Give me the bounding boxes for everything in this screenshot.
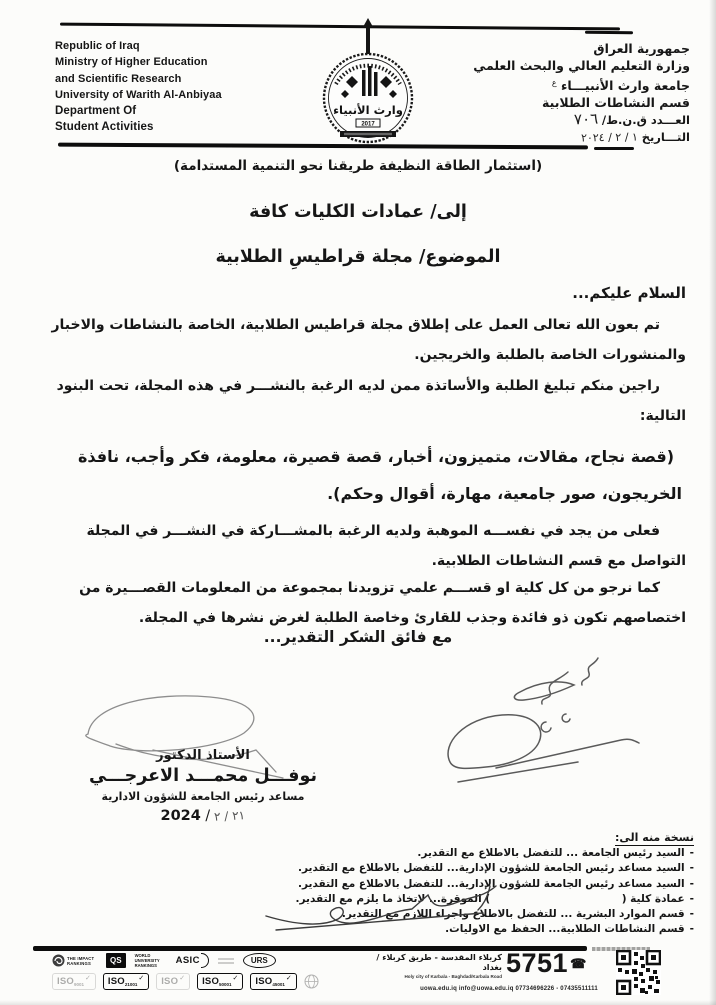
header-ar-line: جامعة وارث الأنبيـــاء $^ع$ <box>551 78 690 94</box>
distribution-item: -السيد رئيس الجامعة ... للتفضل بالاطلاع مع التقدير. <box>417 847 694 859</box>
footer-divider-line <box>33 946 587 951</box>
emblem-arabic-name: وارث الأنبياء <box>333 103 403 117</box>
paragraph-3: فعلى من يجد في نفســـه الموهبة ولديه الرغبة بالمشـــاركة في النشـــر في المجلة التواصل مع قسم النشاطات الطلابية. <box>86 523 686 569</box>
header-ar-line: قسم النشاطات الطلابية <box>542 95 690 111</box>
header-english-block <box>55 38 222 136</box>
header-en-line: Republic of Iraq <box>55 40 140 52</box>
asic-logo: ASIC <box>176 953 209 968</box>
address-arabic: كربلاء المقدسة - طريق كربلاء / بغداد <box>376 952 502 972</box>
paragraph-2: راجين منكم تبليغ الطلبة والأساتذة ممن لديه الرغبة بالنشـــر في هذه المجلة، تحت البنود التالية: <box>56 378 686 424</box>
signatory-name: نوفـــل محمـــد الاعرجـــي <box>88 766 318 786</box>
header-en-line: Ministry of Higher Education <box>55 56 208 69</box>
number-prefix: ق.ن.ط/ <box>601 113 647 128</box>
short-phone-number: 5751 ☎ <box>506 948 587 978</box>
impact-rankings-icon <box>52 954 65 967</box>
number-value-handwritten: ٧٠٦ <box>573 109 599 129</box>
phone-receiver-icon: ☎ <box>570 955 587 971</box>
handwritten-signature-over-list <box>248 880 513 942</box>
header-arabic-block <box>473 40 690 146</box>
emblem-year: 2017 <box>361 121 375 128</box>
categories-list-line: (قصة نجاح، مقالات، متميزون، أخبار، قصة قصيرة، معلومة، فكر وأجب، نافذة الخريجون، صور جامعية، مهارة، أقوال وحكم). <box>77 447 682 503</box>
header-en-line: and Scientific Research <box>55 72 182 85</box>
impact-rankings-label: THE IMPACT RANKINGS <box>67 955 95 966</box>
scan-edge-shadow-bottom <box>0 1000 716 1005</box>
signature-date-separator: / <box>205 808 211 824</box>
iso-badge: ISO 50001 ✓ <box>197 973 243 990</box>
header-divider-segment <box>594 147 634 150</box>
to-line: إلى/ عمادات الكليات كافة <box>249 202 467 222</box>
distribution-heading: نسخة منه الى: <box>615 831 694 844</box>
date-label: التـــاريخ <box>641 130 690 145</box>
distribution-item: -السيد مساعد رئيس الجامعة للشؤون الإدارية... للتفضل بالاطلاع مع التقدير. <box>298 862 694 875</box>
closing-line: مع فائق الشكر التقدير... <box>263 628 453 646</box>
globe-icon <box>304 974 319 989</box>
paragraph-4: كما نرجو من كل كلية او قســـم علمي تزويدنا بمجموعة من المعلومات القصـــيرة من اختصاصهم تكون ذو فائدة وجذب للقارئ وخاصة الطلبة لغرض نشرها في المجلة. <box>79 580 686 626</box>
slogan-line: (استثمار الطاقة النظيفة طريقنا نحو التنمية المستدامة) <box>173 158 543 174</box>
header-en-line: Student Activities <box>55 121 154 134</box>
signatory-position: مساعد رئيس الجامعة للشؤون الادارية <box>101 790 305 803</box>
footer-iso-badges <box>52 973 319 990</box>
urs-logo: URS <box>243 953 276 968</box>
paragraph-1: تم بعون الله تعالى العمل على إطلاق مجلة قراطيس الطلابية، الخاصة بالنشاطات والاخبار والمنشورات الخاصة بالطلبة والخريجين. <box>51 317 686 363</box>
greeting-line: السلام عليكم... <box>572 284 686 302</box>
faded-logo <box>218 958 234 964</box>
document-number-line <box>473 111 690 129</box>
qs-logo: QS <box>106 953 126 968</box>
iso-badge: ISO 21001 ✓ <box>103 973 149 990</box>
header-ar-line: وزارة التعليم العالي والبحث العلمي <box>473 58 690 73</box>
date-value-handwritten: ١ / ٢ / ٢٠٢٤ <box>580 130 638 145</box>
top-border-line-segment <box>585 31 633 34</box>
handwritten-annotation <box>428 640 653 800</box>
footer-address-block <box>370 952 502 979</box>
iso-badge: ISO 45001 ✓ <box>250 973 296 990</box>
asic-swoosh <box>201 953 209 968</box>
distribution-item: -قسم النشاطات الطلابية... الحفظ مع الاوليات. <box>445 923 694 936</box>
signature-date-year: 2024 <box>160 808 201 824</box>
university-emblem-logo <box>312 18 424 144</box>
header-ar-line: جمهورية العراق <box>593 41 690 56</box>
signature-block <box>78 748 328 824</box>
footer-rankings-logos <box>52 953 276 968</box>
world-university-rankings-label: WORLD UNIVERSITY RANKINGS <box>134 953 160 968</box>
signature-date <box>78 808 328 824</box>
honorific-symbol: ع <box>551 78 557 87</box>
iso-badge: ISO 9001 ✓ <box>52 973 96 990</box>
impact-rankings-logo <box>52 954 97 967</box>
header-en-line: Department Of <box>55 105 137 118</box>
footer-contact-line: uowa.edu.iq info@uowa.edu.iq 07734696226 - 07435511111 <box>420 986 598 992</box>
distribution-item: -عمادة كلية ( ) الموقرة... لاتخاذ ما يلزم مع التقدير. <box>295 892 694 905</box>
signature-date-day-month-handwritten: ٢١ / ٢ <box>214 808 246 824</box>
document-date-line <box>473 129 690 146</box>
header-en-line: University of Warith Al-Anbiyaa <box>55 88 222 101</box>
iso-badge: ISO ✓ <box>156 973 190 990</box>
distribution-item: -السيد مساعد رئيس الجامعة للشؤون الإدارية... للتفضل بالاطلاع مع التقدير. <box>298 877 694 890</box>
subject-line: الموضوع/ مجلة قراطيسِ الطلابية <box>215 247 501 267</box>
signatory-title: الأستاذ الدكتور <box>156 748 250 763</box>
scan-edge-shadow <box>709 0 716 1005</box>
number-label: العـــدد <box>650 113 690 128</box>
address-english: Holy city of Karbala - Baghdad/Karbala Road <box>404 974 502 979</box>
distribution-item: -قسم الموارد البشرية ... للتفضل بالاطلاع واجراء اللازم مع التقدير. <box>341 908 694 921</box>
